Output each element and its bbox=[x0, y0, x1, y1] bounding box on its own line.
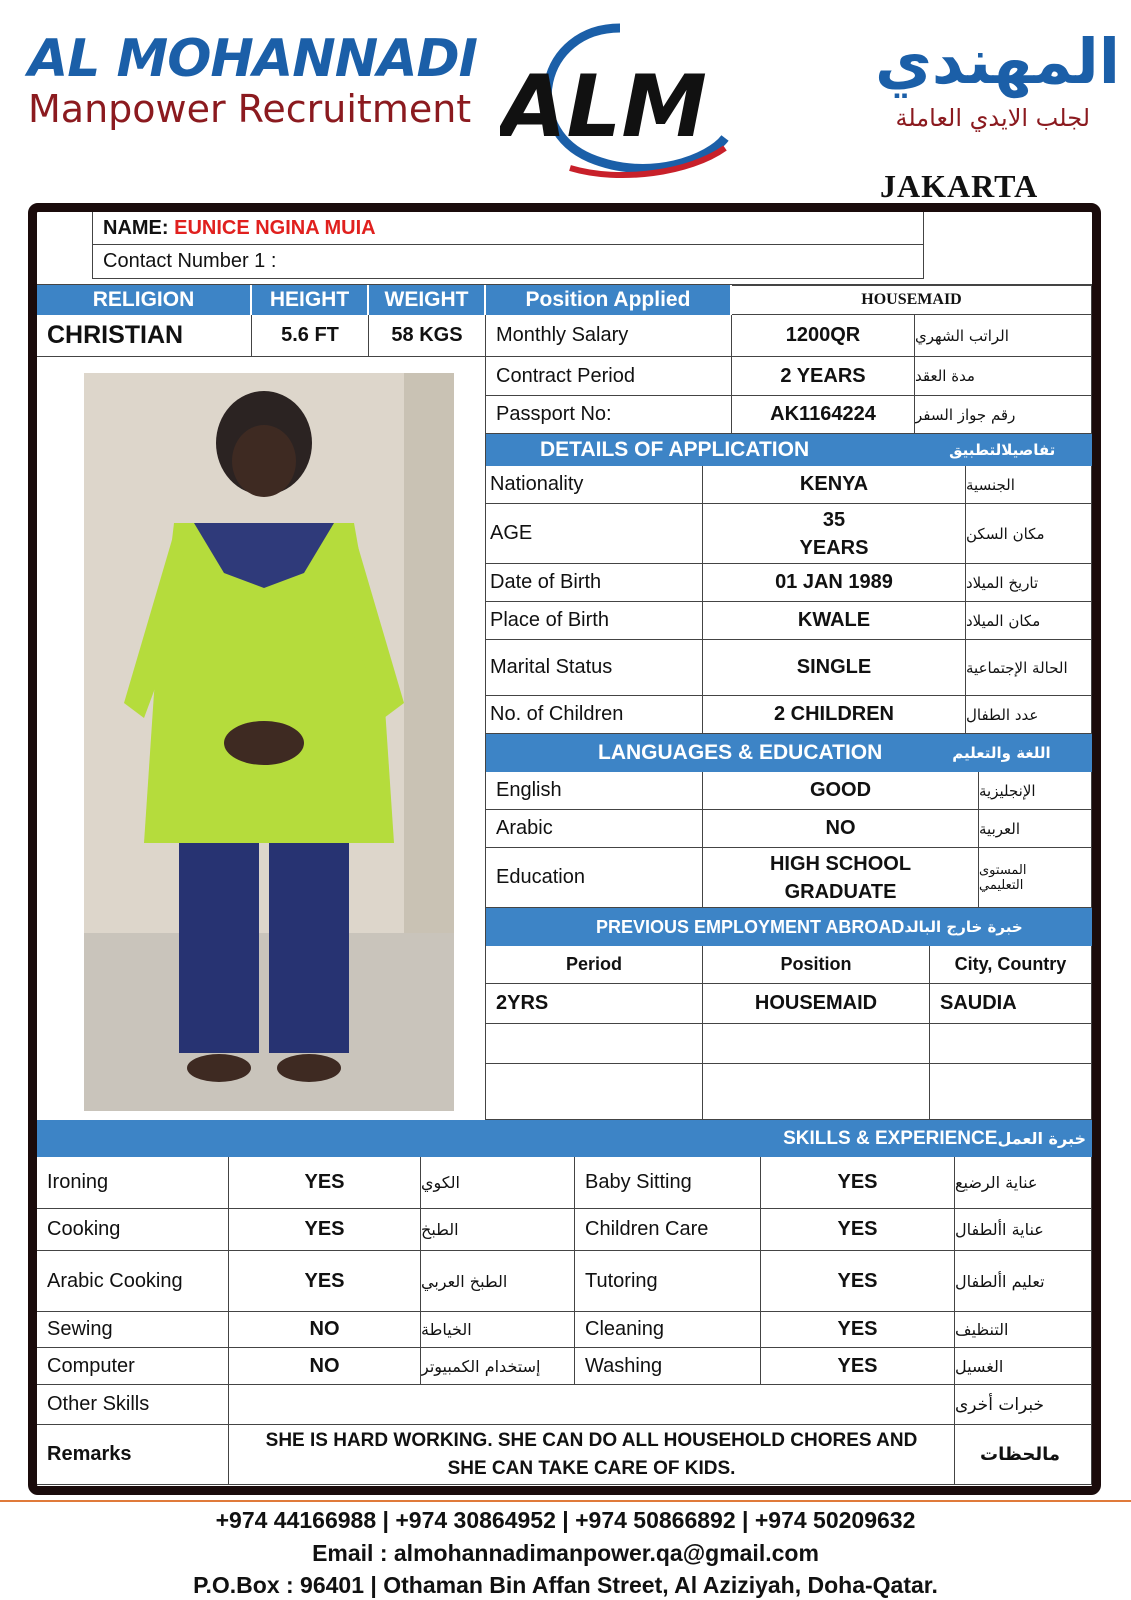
skill-ar: عناية األطفال bbox=[955, 1209, 1092, 1251]
skill-ar: التنظيف bbox=[955, 1312, 1092, 1348]
name-label: NAME: bbox=[103, 216, 175, 239]
nationality-value: KENYA bbox=[703, 466, 966, 504]
skill-ar: عناية الرضيع bbox=[955, 1157, 1092, 1209]
skill-label: Ironing bbox=[37, 1157, 229, 1209]
arabic-value: NO bbox=[703, 810, 979, 848]
skill-label: Cooking bbox=[37, 1209, 229, 1251]
employment-empty-cell bbox=[486, 1024, 703, 1064]
skill-label: Children Care bbox=[575, 1209, 761, 1251]
education-label: Education bbox=[486, 848, 703, 908]
nationality-ar: الجنسية bbox=[966, 466, 1092, 504]
skill-value: YES bbox=[761, 1312, 955, 1348]
children-ar: عدد الطفال bbox=[966, 696, 1092, 734]
skill-value: YES bbox=[229, 1209, 421, 1251]
skill-label: Arabic Cooking bbox=[37, 1251, 229, 1312]
brand-title: AL MOHANNADI bbox=[28, 29, 477, 89]
education-ar-line1: المستوى bbox=[979, 862, 1027, 878]
skill-value: YES bbox=[761, 1209, 955, 1251]
languages-header-text: LANGUAGES & EDUCATION bbox=[598, 741, 883, 764]
weight-value: 58 KGS bbox=[369, 315, 486, 357]
other-skills-ar: خبرات أخرى bbox=[955, 1385, 1092, 1425]
skill-ar: الخياطة bbox=[421, 1312, 575, 1348]
skill-label: Washing bbox=[575, 1348, 761, 1385]
salary-label: Monthly Salary bbox=[486, 315, 732, 357]
brand-arabic-title: المهندي bbox=[875, 25, 1120, 98]
children-label: No. of Children bbox=[486, 696, 703, 734]
remarks-line1: SHE IS HARD WORKING. SHE CAN DO ALL HOUSEHOLD CHORES AND bbox=[265, 1429, 918, 1451]
remarks-ar: مالحظات bbox=[955, 1425, 1092, 1485]
skill-ar: الكوي bbox=[421, 1157, 575, 1209]
employment-city: SAUDIA bbox=[930, 984, 1092, 1024]
languages-header bbox=[486, 734, 1092, 772]
marital-label: Marital Status bbox=[486, 640, 703, 696]
contact-row bbox=[92, 245, 924, 279]
skill-value: YES bbox=[761, 1157, 955, 1209]
passport-ar: رقم جواز السفر bbox=[915, 396, 1092, 434]
education-ar-line2: التعليمي bbox=[979, 877, 1024, 893]
contract-value: 2 YEARS bbox=[732, 357, 915, 396]
salary-value: 1200QR bbox=[732, 315, 915, 357]
age-ar: مكان السكن bbox=[966, 504, 1092, 564]
education-line2: GRADUATE bbox=[784, 880, 897, 903]
skill-value: NO bbox=[229, 1348, 421, 1385]
weight-header: WEIGHT bbox=[369, 285, 486, 315]
employment-period: 2YRS bbox=[486, 984, 703, 1024]
employment-header bbox=[486, 908, 1092, 946]
employment-header-text: PREVIOUS EMPLOYMENT ABROAD bbox=[596, 916, 905, 937]
employment-col-period: Period bbox=[486, 946, 703, 984]
pob-label: Place of Birth bbox=[486, 602, 703, 640]
english-label: English bbox=[486, 772, 703, 810]
employment-header-ar: خبرة خارج البالد bbox=[904, 918, 1023, 936]
office-city: JAKARTA bbox=[880, 168, 1039, 204]
skill-label: Computer bbox=[37, 1348, 229, 1385]
pob-ar: مكان الميلاد bbox=[966, 602, 1092, 640]
employment-col-city: City, Country bbox=[930, 946, 1092, 984]
skill-value: YES bbox=[761, 1348, 955, 1385]
english-value: GOOD bbox=[703, 772, 979, 810]
name-row bbox=[92, 212, 924, 245]
age-number: 35 bbox=[822, 508, 846, 531]
english-ar: الإنجليزية bbox=[979, 772, 1092, 810]
photo-panel bbox=[37, 357, 486, 1120]
skill-ar: الطبخ bbox=[421, 1209, 575, 1251]
brand-arabic bbox=[745, 22, 1120, 152]
application-header-ar: تفاصيلالتطبيق bbox=[949, 441, 1056, 459]
skill-value: YES bbox=[761, 1251, 955, 1312]
employment-empty-cell bbox=[930, 1064, 1092, 1120]
footer-email: Email : almohannadimanpower.qa@gmail.com bbox=[312, 1540, 819, 1566]
employment-empty-cell bbox=[930, 1024, 1092, 1064]
dob-label: Date of Birth bbox=[486, 564, 703, 602]
marital-ar: الحالة الإجتماعية bbox=[966, 640, 1092, 696]
salary-ar: الراتب الشهري bbox=[915, 315, 1092, 357]
nationality-label: Nationality bbox=[486, 466, 703, 504]
height-header: HEIGHT bbox=[252, 285, 369, 315]
remarks-line2: SHE CAN TAKE CARE OF KIDS. bbox=[447, 1457, 736, 1479]
education-value bbox=[703, 848, 979, 908]
education-ar bbox=[979, 848, 1092, 908]
footer-divider bbox=[0, 1500, 1131, 1502]
skill-value: NO bbox=[229, 1312, 421, 1348]
languages-header-ar: اللغة والتعليم bbox=[952, 744, 1051, 762]
pob-value: KWALE bbox=[703, 602, 966, 640]
education-line1: HIGH SCHOOL bbox=[769, 852, 912, 875]
other-skills-label: Other Skills bbox=[37, 1385, 229, 1425]
other-skills-value bbox=[229, 1385, 955, 1425]
contact-label: Contact Number 1 : bbox=[103, 250, 277, 272]
arabic-ar: العربية bbox=[979, 810, 1092, 848]
footer-address: P.O.Box : 96401 | Othaman Bin Affan Street, Al Aziziyah, Doha-Qatar. bbox=[193, 1572, 938, 1598]
brand-arabic-subtitle: لجلب الايدي العاملة bbox=[895, 104, 1090, 132]
skill-ar: تعليم األطفال bbox=[955, 1251, 1092, 1312]
alm-logo-icon bbox=[500, 18, 730, 183]
employment-empty-cell bbox=[486, 1064, 703, 1120]
age-label: AGE bbox=[486, 504, 703, 564]
brand-mark-text: ALM bbox=[500, 57, 707, 157]
passport-value: AK1164224 bbox=[732, 396, 915, 434]
age-value bbox=[703, 504, 966, 564]
height-value: 5.6 FT bbox=[252, 315, 369, 357]
age-unit: YEARS bbox=[799, 536, 869, 559]
skill-ar: الطبخ العربي bbox=[421, 1251, 575, 1312]
dob-value: 01 JAN 1989 bbox=[703, 564, 966, 602]
position-value: HOUSEMAID bbox=[732, 285, 1092, 315]
skill-label: Tutoring bbox=[575, 1251, 761, 1312]
skill-label: Baby Sitting bbox=[575, 1157, 761, 1209]
contract-label: Contract Period bbox=[486, 357, 732, 396]
religion-value: CHRISTIAN bbox=[37, 315, 252, 357]
dob-ar: تاريخ الميلاد bbox=[966, 564, 1092, 602]
skill-ar: الغسيل bbox=[955, 1348, 1092, 1385]
position-header: Position Applied bbox=[486, 285, 732, 315]
employment-empty-cell bbox=[703, 1024, 930, 1064]
application-header-text: DETAILS OF APPLICATION bbox=[540, 438, 810, 461]
skill-value: YES bbox=[229, 1157, 421, 1209]
skills-header bbox=[37, 1120, 1092, 1157]
employment-position: HOUSEMAID bbox=[703, 984, 930, 1024]
letterhead bbox=[0, 0, 1131, 204]
skill-ar: إستخدام الكمبيوتر bbox=[421, 1348, 575, 1385]
skills-header-ar: خبرة العمل bbox=[997, 1129, 1086, 1148]
employment-col-position: Position bbox=[703, 946, 930, 984]
footer-phones: +974 44166988 | +974 30864952 | +974 50866892 | +974 50209632 bbox=[215, 1507, 916, 1533]
contract-ar: مدة العقد bbox=[915, 357, 1092, 396]
remarks-value bbox=[229, 1425, 955, 1485]
skill-value: YES bbox=[229, 1251, 421, 1312]
brand-english bbox=[28, 30, 498, 130]
employment-empty-cell bbox=[703, 1064, 930, 1120]
marital-value: SINGLE bbox=[703, 640, 966, 696]
application-header bbox=[486, 434, 1092, 466]
arabic-label: Arabic bbox=[486, 810, 703, 848]
candidate-name: EUNICE NGINA MUIA bbox=[174, 216, 376, 239]
skill-label: Sewing bbox=[37, 1312, 229, 1348]
religion-header: RELIGION bbox=[37, 285, 252, 315]
brand-subtitle: Manpower Recruitment bbox=[28, 87, 472, 131]
passport-label: Passport No: bbox=[486, 396, 732, 434]
skill-label: Cleaning bbox=[575, 1312, 761, 1348]
skills-header-text: SKILLS & EXPERIENCE bbox=[783, 1127, 998, 1149]
children-value: 2 CHILDREN bbox=[703, 696, 966, 734]
remarks-label: Remarks bbox=[37, 1425, 229, 1485]
